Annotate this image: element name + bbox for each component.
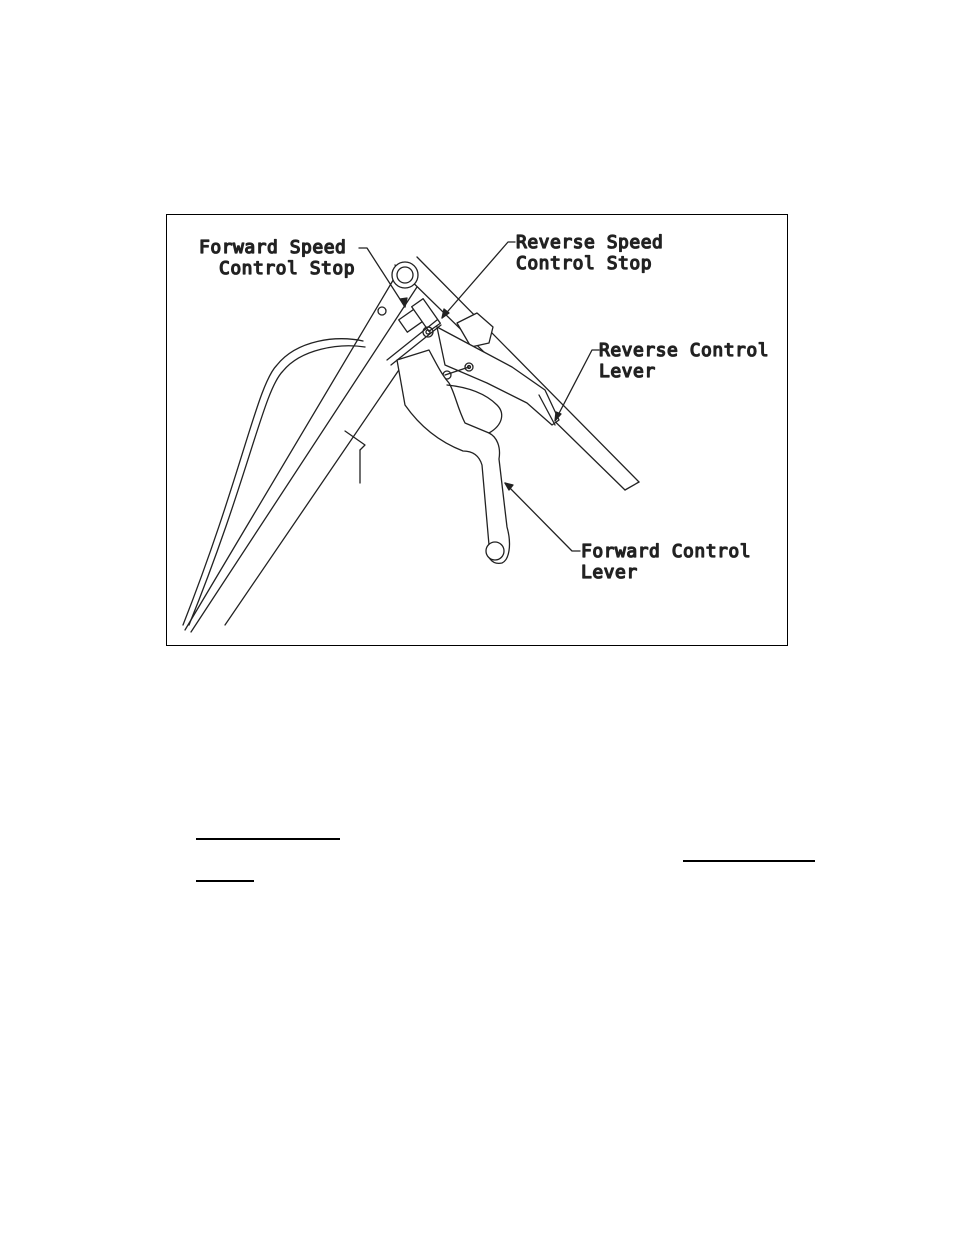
handle-diagram: [167, 215, 787, 645]
underline-rule: [196, 838, 340, 840]
label-reverse-lever-1: Reverse Control: [599, 340, 770, 361]
label-forward-speed-stop-2: Control Stop: [219, 258, 356, 279]
label-reverse-lever-2: Lever: [599, 361, 656, 382]
underline-rule: [683, 860, 815, 862]
label-forward-speed-stop-1: Forward Speed: [199, 237, 347, 258]
figure-frame: [166, 214, 788, 646]
label-reverse-speed-stop-2: Control Stop: [516, 253, 653, 274]
diagram-labels: [199, 232, 769, 583]
label-reverse-speed-stop-1: Reverse Speed: [516, 232, 664, 253]
handle-bars: [185, 277, 417, 632]
underline-rule: [196, 880, 254, 882]
label-forward-lever-1: Forward Control: [581, 541, 752, 562]
label-forward-lever-2: Lever: [581, 562, 638, 583]
leader-lines: [359, 242, 599, 551]
control-cable-inner: [189, 346, 365, 625]
